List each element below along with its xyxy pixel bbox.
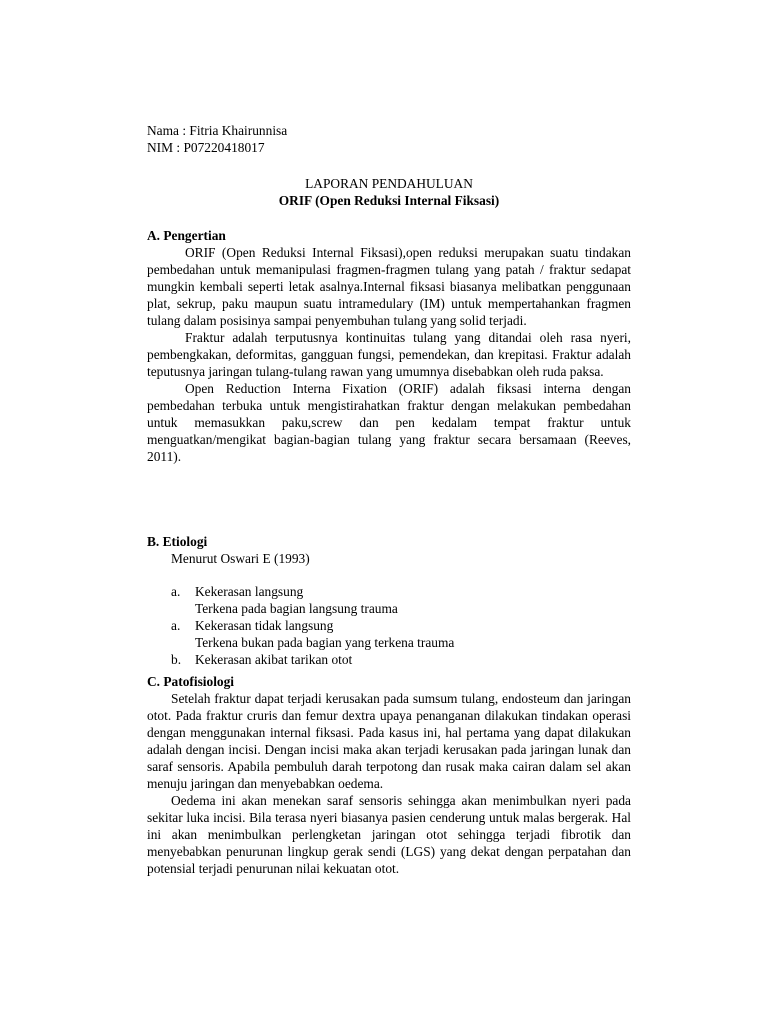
paragraph: Open Reduction Interna Fixation (ORIF) adalah fiksasi interna dengan pembedahan terbuka untuk mengistirahatkan fraktur dengan melakukan pembedahan untuk memasukkan paku,screw dan pen kedalam tempat fraktur untuk menguatkan/mengikat bagian-bagian tulang yang fraktur secara bersamaan (Reeves, 2011). xyxy=(147,381,631,464)
section-heading: C. Patofisiologi xyxy=(147,674,235,689)
list-item xyxy=(171,617,591,651)
document-title xyxy=(147,175,631,209)
paragraph: Fraktur adalah terputusnya kontinuitas tulang yang ditandai oleh rasa nyeri, pembengkakan, deformitas, gangguan fungsi, pemendekan, dan krepitasi. Fraktur adalah teputusnya jaringan tulang-tulang rawan yang umumnya disebabkan oleh ruda paksa. xyxy=(147,330,631,379)
section-pengertian xyxy=(147,227,631,465)
list-item-title: Kekerasan langsung xyxy=(195,584,304,599)
list-marker: a. xyxy=(171,584,181,599)
section-heading: A. Pengertian xyxy=(147,228,226,243)
title-line-2: ORIF (Open Reduksi Internal Fiksasi) xyxy=(278,193,500,208)
list-marker: b. xyxy=(171,652,182,667)
student-nim: NIM : P07220418017 xyxy=(147,140,265,155)
list-marker: a. xyxy=(171,618,181,633)
section-heading: B. Etiologi xyxy=(147,534,208,549)
etiologi-list xyxy=(171,583,591,668)
student-name: Nama : Fitria Khairunnisa xyxy=(147,123,288,138)
paragraph: Setelah fraktur dapat terjadi kerusakan pada sumsum tulang, endosteum dan jaringan otot. Pada fraktur cruris dan femur dextra upaya penanganan dilakukan tindakan operasi dengan menggunakan internal fiksasi. Pada kasus ini, hal pertama yang dapat dilakukan adalah dengan incisi. Dengan incisi maka akan terjadi kerusakan pada jaringan lunak dan saraf sensoris. Apabila pembuluh darah terpotong dan rusak maka cairan dalam sel akan menuju jaringan dan menyebabkan oedema. xyxy=(147,691,631,791)
section-etiologi xyxy=(147,533,631,567)
section-patofisiologi xyxy=(147,673,631,877)
paragraph: ORIF (Open Reduksi Internal Fiksasi),open reduksi merupakan suatu tindakan pembedahan untuk memanipulasi fragmen-fragmen tulang yang patah / fraktur sedapat mungkin kembali seperti letak asalnya.Internal fiksasi biasanya melibatkan penggunaan plat, sekrup, paku maupun suatu intramedulary (IM) untuk mempertahankan fragmen tulang dalam posisinya sampai penyembuhan tulang yang solid terjadi. xyxy=(147,245,631,328)
paragraph: Oedema ini akan menekan saraf sensoris sehingga akan menimbulkan nyeri pada sekitar luka incisi. Bila terasa nyeri biasanya pasien cenderung untuk malas bergerak. Hal ini akan menimbulkan perlengketan jaringan otot sehingga terjadi fibrotik dan menyebabkan penurunan lingkup gerak sendi (LGS) yang dekat dengan perpatahan dan potensial terjadi penurunan nilai kekuatan otot. xyxy=(147,793,631,876)
list-item-detail: Terkena pada bagian langsung trauma xyxy=(195,601,398,616)
list-item-detail: Terkena bukan pada bagian yang terkena trauma xyxy=(195,635,455,650)
list-item-title: Kekerasan tidak langsung xyxy=(195,618,334,633)
title-line-1: LAPORAN PENDAHULUAN xyxy=(305,176,473,191)
author-info xyxy=(147,122,631,156)
list-item xyxy=(171,651,591,668)
list-item xyxy=(171,583,591,617)
list-item-title: Kekerasan akibat tarikan otot xyxy=(195,652,353,667)
etiologi-intro: Menurut Oswari E (1993) xyxy=(171,551,310,566)
